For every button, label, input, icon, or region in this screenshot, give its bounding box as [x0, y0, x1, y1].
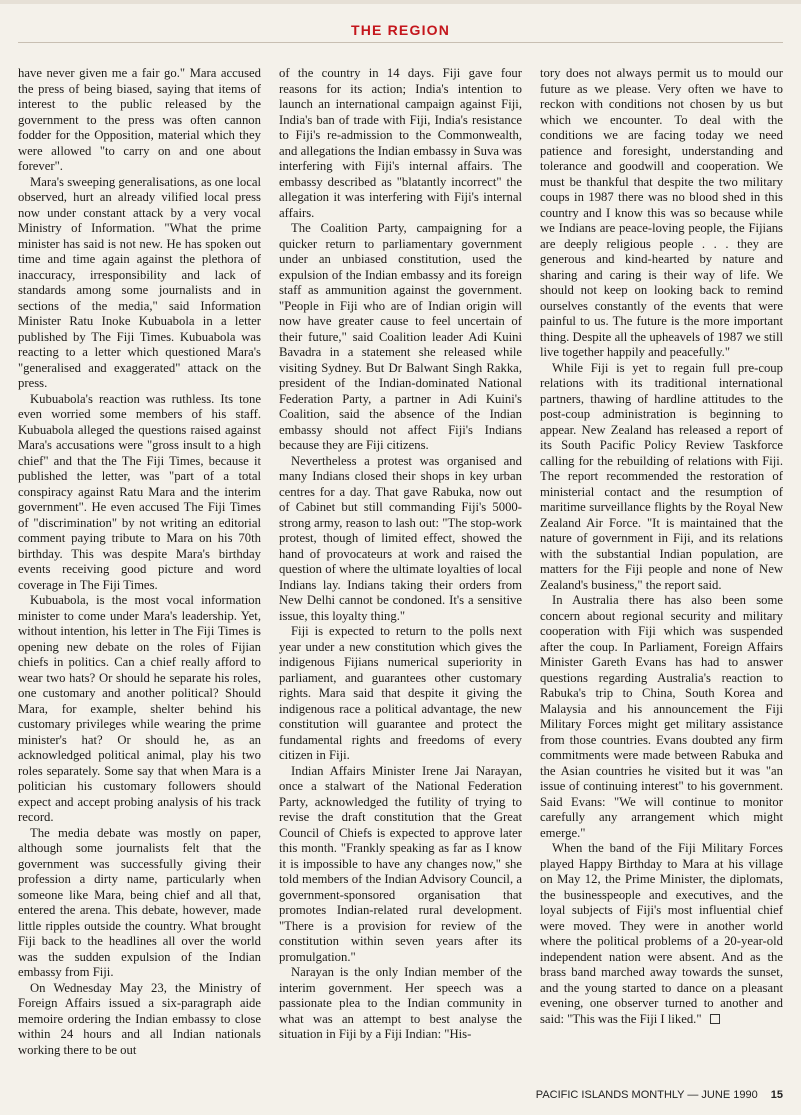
end-of-article-mark [710, 1014, 720, 1024]
top-rule [0, 0, 801, 4]
paragraph: Kubuabola's reaction was ruthless. Its tone even worried some members of his staff. Kubuabola alleged the questions raised against Mara's accusations were "gross insult to a high chief" and that the The Fiji Times, because it published the letter, was "part of a total conspiracy against Ratu Mara and the interim government". He even accused The Fiji Times of "discrimination" by not writing an editorial comment paying tribute to Mara on his 70th birthday. This was despite Mara's birthday events receiving good picture and word coverage in The Fiji Times. [18, 391, 261, 592]
paragraph: Indian Affairs Minister Irene Jai Narayan, once a stalwart of the National Federation Party, acknowledged the futility of trying to revise the draft constitution that the Great Council of Chiefs is expected to approve later this month. "Frankly speaking as far as I know it is impossible to have any changes now," she told members of the Indian Advisory Council, a government-sponsored organisation that promotes Indian-related rural development. "There is a provision for review of the constitution within seven years after its promulgation." [279, 763, 522, 964]
section-header: THE REGION [350, 22, 451, 38]
paragraph: While Fiji is yet to regain full pre-coup relations with its traditional international partners, thawing of hardline attitudes to the post-coup administration is beginning to appear. New Zealand has released a report of its South Pacific Policy Review Taskforce calling for the rebuilding of relations with Fiji. The report recommended the restoration of ministerial contact and the resumption of maritime surveillance flights by the Royal New Zealand Air Force. "It is maintained that the nature of government in Fiji, and its relations with the substantial Indian population, are matters for the Fiji people and none of New Zealand's business," the report said. [540, 360, 783, 592]
paragraph: of the country in 14 days. Fiji gave four reasons for its action; India's intention to launch an international campaign against Fiji, India's ban of trade with Fiji, India's resistance to Fiji's re-admission to the Commonwealth, and allegations the Indian embassy in Suva was interfering with Fiji's internal affairs. The embassy described as "blatantly incorrect" the allegation it was interfering with Fiji's internal affairs. [279, 66, 522, 220]
paragraph [540, 841, 783, 1027]
paragraph: Nevertheless a protest was organised and many Indians closed their shops in key urban centres for a day. That gave Rabuka, now out of Cabinet but still commanding Fiji's 5000-strong army, reason to lash out: "The stop-work protest, though of limited effect, showed the hand of provocateurs at work and raised the question of where the ultimate loyalties of local Indians lay. Indians taking their orders from New Delhi cannot be condoned. It's a sensitive issue, this loyalty thing." [279, 453, 522, 623]
paragraph-text: When the band of the Fiji Military Forces played Happy Birthday to Mara at his village on May 12, the Prime Minister, the diplomats, the businesspeople and executives, and the loyal subjects of Fiji's most influential chief were moved. They were in another world where the political problems of a 20-year-old independent nation were absent. And as the brass band marched away towards the sunset, and the young started to dance on a pleasant evening, one observer turned to another and said: "This was the Fiji I liked." [540, 841, 783, 1026]
paragraph: Mara's sweeping generalisations, as one local observed, hurt an already vilified local press now under constant attack by a very vocal Ministry of Information. "What the prime minister has said is not new. He has spoken out time and time again against the plethora of inaccuracy, irresponsibility and lack of standards among some journalists and in sections of the media," said Information Minister Ratu Inoke Kubuabola in a letter published by The Fiji Times. Kubuabola was reacting to a letter which questioned Mara's "generalised and exaggerated" attack on the press. [18, 174, 261, 390]
article-column-2 [279, 66, 522, 1062]
paragraph: Fiji is expected to return to the polls next year under a new constitution which gives the indigenous Fijians numerical superiority in parliament, and guarantees other customary rights. Mara said that despite it giving the indigenous race a political advantage, the new constitution will guarantee and protect the fundamental rights and freedoms of every citizen in Fiji. [279, 624, 522, 762]
article-column-3 [540, 66, 783, 1062]
page-footer [536, 1089, 783, 1101]
paragraph: The Coalition Party, campaigning for a quicker return to parliamentary government under an unbiased constitution, used the expulsion of the Indian embassy and its foreign staff as ammunition against the government. "People in Fiji who are of Indian origin will now have greater cause to feel uncertain of their future," said Coalition leader Adi Kuini Bavadra in a statement she released while visiting Sydney. But Dr Balwant Singh Rakka, president of the Indian-dominated National Federation Party, a partner in Adi Kuini's Coalition, said the absence of the Indian embassy should not affect Fiji's Indians because they are Fiji citizens. [279, 221, 522, 452]
paragraph: In Australia there has also been some concern about regional security and military cooperation with Fiji which was suspended after the coup. In Parliament, Foreign Affairs Minister Gareth Evans has had to answer questions regarding Australia's reaction to Rabuka's trip to China, South Korea and Malaysia and his announcement the Fiji Military Forces might get military assistance from those countries. Evans doubted any firm commitments were made between Rabuka and the Asian countries he visited but it was "an issue of continuing interest" to his government. Said Evans: "We will continue to monitor carefully any arrangement which might emerge." [540, 593, 783, 840]
paragraph: On Wednesday May 23, the Ministry of Foreign Affairs issued a six-paragraph aide memoire ordering the Indian embassy to close within 24 hours and all Indian nationals working there to be out [18, 980, 261, 1057]
page-number: 15 [770, 1089, 783, 1101]
article-body [18, 66, 783, 1062]
paragraph: tory does not always permit us to mould our future as we please. Very often we have to reckon with conditions not chosen by us but which we encounter. To deal with the conditions we are facing today we need patience and foresight, understanding and tolerance and goodwill and cooperation. We must be thankful that despite the two military coups in 1987 there was no blood shed in this country and I know this was so because while we Indians are peace-loving people, the Fijians are deeply religious people . . . they are generous and kind-hearted by nature and sharing and caring is their way of life. We should not keep on looking back to remind ourselves constantly of the events that were painful to us. The future is the more important thing. Despite all the upheavels of 1987 we still live together happily and peacefully." [540, 66, 783, 359]
publication-line: PACIFIC ISLANDS MONTHLY — JUNE 1990 [535, 1089, 758, 1101]
paragraph: Narayan is the only Indian member of the interim government. Her speech was a passionate plea to the Indian community in what was an attempt to best analyse the situation in Fiji by a Fiji Indian: "His- [279, 965, 522, 1041]
paragraph: have never given me a fair go." Mara accused the press of being biased, saying that items of interest to the public released by the government to the press was often cannon fodder for the Opposition, material which they were allowed "to carry on and one about forever". [18, 66, 261, 173]
paragraph: The media debate was mostly on paper, although some journalists felt that the government was successfully giving their profession a dirty name, particularly when someone like Mara, being chief and all that, entered the arena. This debate, however, made little ripples outside the country. What brought Fiji back to the headlines all over the world was the sudden expulsion of the Indian embassy from Fiji. [18, 825, 261, 979]
paragraph: Kubuabola, is the most vocal information minister to come under Mara's leadership. Yet, without intention, his letter in The Fiji Times is opening new debate on the roles of Fijian chiefs in politics. Can a chief really afford to wear two hats? Or should he separate his roles, one customary and another political? Should Mara, for example, shelter behind his customary privileges while wearing the prime minister's hat? Or should he, as an acknowledged political animal, play his two roles separately. Some say that when Mara is a politician his customary followers should expect and accept probing analysis of his track record. [18, 593, 261, 824]
section-divider [18, 42, 783, 43]
article-column-1 [18, 66, 261, 1062]
